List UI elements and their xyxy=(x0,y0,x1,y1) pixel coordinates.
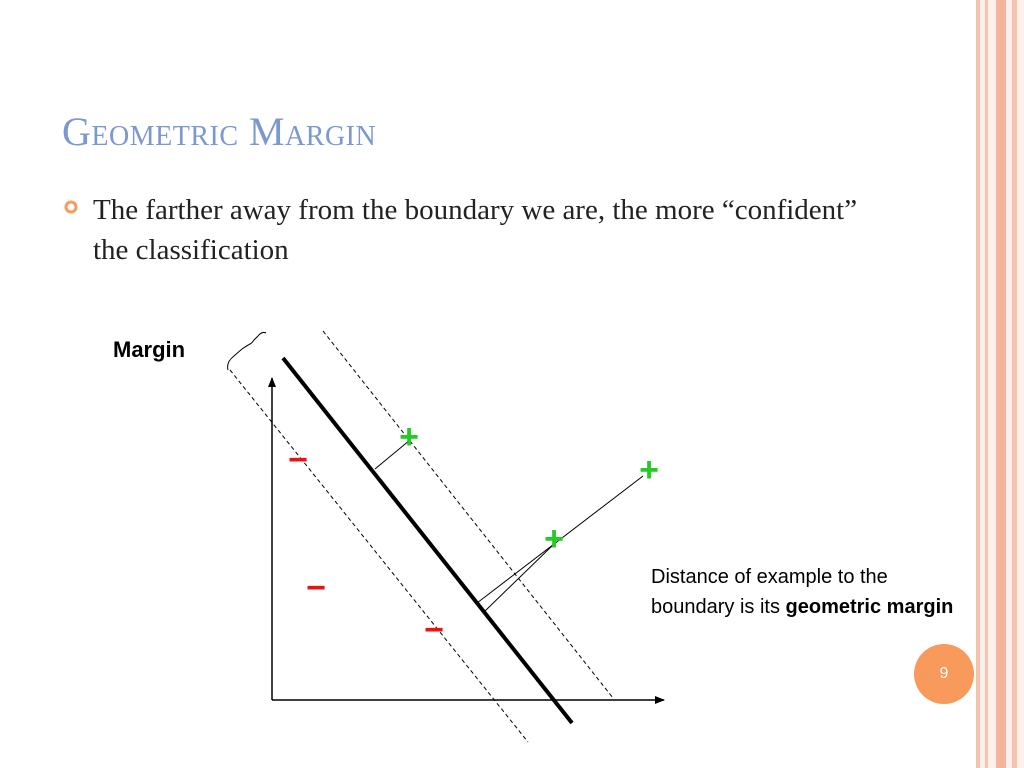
margin-line-lower xyxy=(230,370,528,742)
margin-brace-icon xyxy=(228,332,266,370)
margin-label: Margin xyxy=(113,337,186,362)
negative-example-3: − xyxy=(424,611,444,649)
bullet-text: The farther away from the boundary we are, the more “confident” the classification xyxy=(93,194,858,266)
positive-example-3: + xyxy=(544,520,564,558)
margin-line-upper xyxy=(323,331,613,698)
caption-emphasis: geometric margin xyxy=(785,596,954,618)
negative-example-2: − xyxy=(306,569,326,607)
positive-example-2: + xyxy=(639,451,659,489)
positive-example-1: + xyxy=(399,418,419,456)
slide-title: Geometric Margin xyxy=(62,109,377,154)
diagram-caption xyxy=(651,562,971,622)
distance-line-3 xyxy=(484,545,553,612)
page-number-badge: 9 xyxy=(914,644,974,704)
negative-example-1: − xyxy=(288,441,308,479)
caption-text: Distance of example to the boundary is its xyxy=(651,566,888,618)
decision-boundary xyxy=(283,358,572,723)
